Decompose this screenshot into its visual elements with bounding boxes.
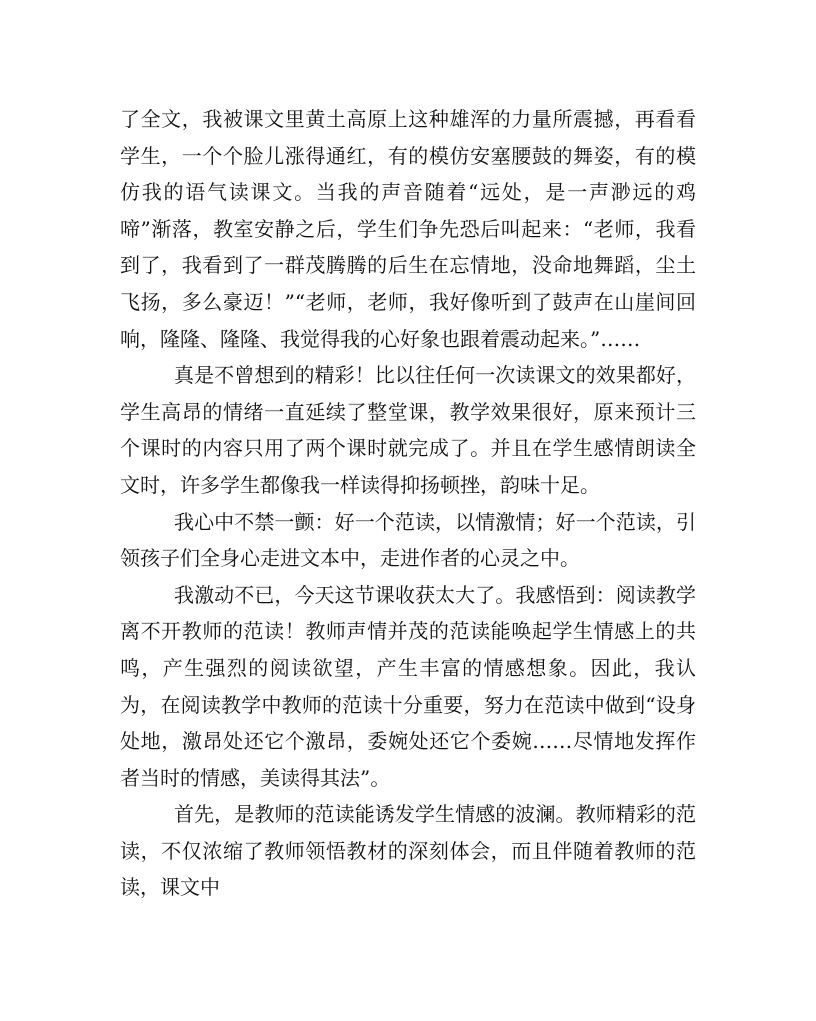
paragraph: 真是不曾想到的精彩！比以往任何一次读课文的效果都好，学生高昂的情绪一直延续了整堂课，教学效果很好，原来预计三个课时的内容只用了两个课时就完成了。并且在学生感情朗读全文时，许多学生都像我一样读得抑扬顿挫，韵味十足。 <box>120 363 696 497</box>
paragraph: 我心中不禁一颤：好一个范读，以情激情；好一个范读，引领孩子们全身心走进文本中，走进作者的心灵之中。 <box>120 509 696 571</box>
paragraph-continuation: 了全文，我被课文里黄土高原上这种雄浑的力量所震撼，再看看学生，一个个脸儿涨得通红，有的模仿安塞腰鼓的舞姿，有的模仿我的语气读课文。当我的声音随着“远处，是一声渺远的鸡啼”渐落，教室安静之后，学生们争先恐后叫起来：“老师，我看到了，我看到了一群茂腾腾的后生在忘情地，没命地舞蹈，尘土飞扬，多么豪迈！”“老师，老师，我好像听到了鼓声在山崖间回响，隆隆、隆隆、我觉得我的心好象也跟着震动起来。”…… <box>120 107 696 351</box>
paragraph: 我激动不已，今天这节课收获太大了。我感悟到：阅读教学离不开教师的范读！教师声情并茂的范读能唤起学生情感上的共鸣，产生强烈的阅读欲望，产生丰富的情感想象。因此，我认为，在阅读教学中教师的范读十分重要，努力在范读中做到“设身处地，激昂处还它个激昂，委婉处还它个委婉……尽情地发挥作者当时的情感，美读得其法”。 <box>120 582 696 790</box>
document-body <box>120 101 696 906</box>
paragraph: 首先，是教师的范读能诱发学生情感的波澜。教师精彩的范读，不仅浓缩了教师领悟教材的深刻体会，而且伴随着教师的范读，课文中 <box>120 802 696 900</box>
